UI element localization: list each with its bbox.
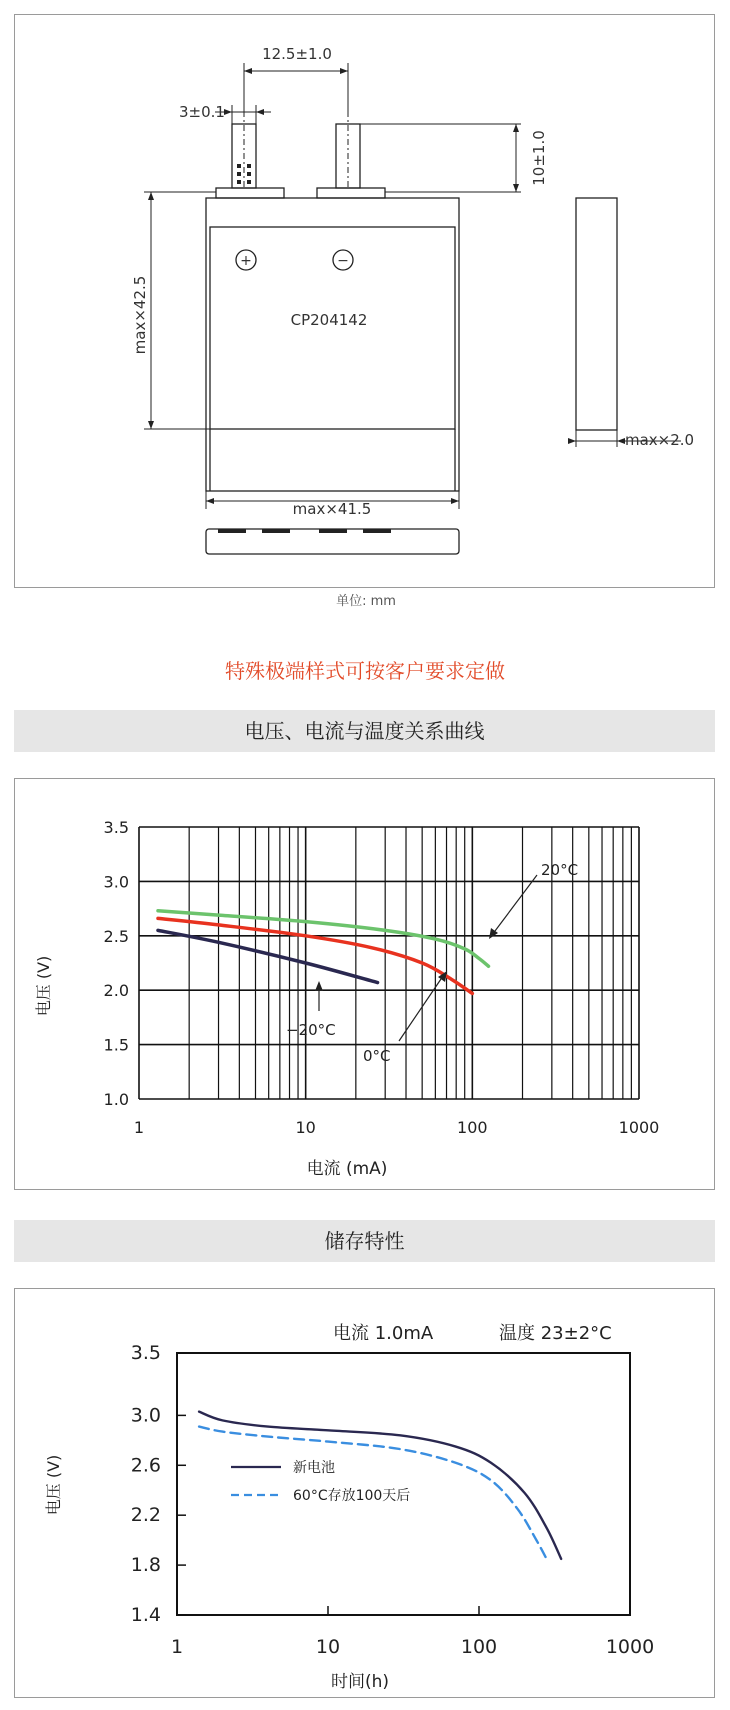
width-dimension: max×41.5	[292, 500, 372, 518]
pitch-dimension: 12.5±1.0	[262, 45, 332, 63]
section1-title: 电压、电流与温度关系曲线	[14, 710, 715, 752]
chart2-ytick: 3.5	[130, 1342, 161, 1364]
chart2-ytick: 1.4	[130, 1604, 161, 1626]
chart2-panel	[14, 1288, 715, 1698]
section2-title: 储存特性	[14, 1220, 715, 1262]
chart1-ytick: 2.0	[103, 981, 129, 1001]
chart1-panel	[14, 778, 715, 1190]
plus-icon: +	[240, 253, 252, 269]
model-label: CP204142	[290, 311, 368, 329]
custom-order-note: 特殊极端样式可按客户要求定做	[225, 659, 505, 683]
dimension-drawing-panel	[14, 14, 715, 609]
chart2-temperature: 温度 23±2°C	[499, 1323, 612, 1344]
battery-body	[206, 198, 459, 491]
chart2-xtick: 10	[315, 1636, 341, 1658]
chart1-ytick: 3.5	[103, 818, 129, 837]
minus-icon: −	[337, 253, 349, 269]
chart1-series-2	[158, 930, 378, 982]
chart2-ytick: 2.6	[130, 1454, 161, 1477]
battery-dimension-drawing	[15, 15, 714, 609]
chart1-ylabel: 电压 (V)	[34, 955, 53, 1017]
label-0c: 0°C	[363, 1047, 391, 1065]
chart1-ytick: 1.0	[103, 1090, 129, 1109]
chart2-ytick: 1.8	[130, 1554, 161, 1577]
label-minus20c: −20°C	[286, 1021, 336, 1039]
chart1-ytick: 2.5	[103, 926, 129, 946]
battery-side-view	[576, 198, 617, 430]
label-20c: 20°C	[541, 861, 579, 879]
chart1-series-1	[158, 918, 472, 993]
height-dimension: max×42.5	[131, 275, 149, 355]
tab-height-dimension: 10±1.0	[530, 130, 548, 186]
unit-label: 单位: mm	[336, 594, 396, 609]
chart2-xtick: 1	[170, 1636, 184, 1658]
chart2-series-0	[199, 1412, 561, 1559]
chart1-xtick: 1000	[618, 1118, 660, 1137]
chart2-ylabel: 电压 (V)	[44, 1454, 63, 1516]
chart2-plot-frame	[177, 1353, 630, 1615]
thickness-dimension: max×2.0	[625, 431, 695, 449]
chart2-ytick: 2.2	[130, 1504, 161, 1527]
chart1-ytick: 1.5	[103, 1035, 129, 1055]
storage-characteristic-chart	[15, 1289, 714, 1697]
voltage-current-chart	[15, 779, 714, 1189]
chart2-ytick: 3.0	[130, 1404, 161, 1427]
chart2-current: 电流 1.0mA	[333, 1323, 434, 1344]
tab-width-dimension: 3±0.1	[179, 103, 225, 121]
chart2-xtick: 1000	[605, 1636, 655, 1658]
chart1-xtick: 1	[133, 1118, 145, 1137]
legend-label-new: 新电池	[293, 1460, 335, 1476]
chart1-xtick: 100	[457, 1118, 488, 1137]
chart2-xlabel: 时间(h)	[330, 1672, 390, 1692]
legend-label-stored: 60°C存放100天后	[293, 1488, 411, 1504]
chart1-ytick: 3.0	[103, 872, 129, 892]
chart1-xlabel: 电流 (mA)	[306, 1159, 388, 1179]
chart2-xtick: 100	[460, 1636, 498, 1658]
chart1-xtick: 10	[295, 1118, 316, 1137]
